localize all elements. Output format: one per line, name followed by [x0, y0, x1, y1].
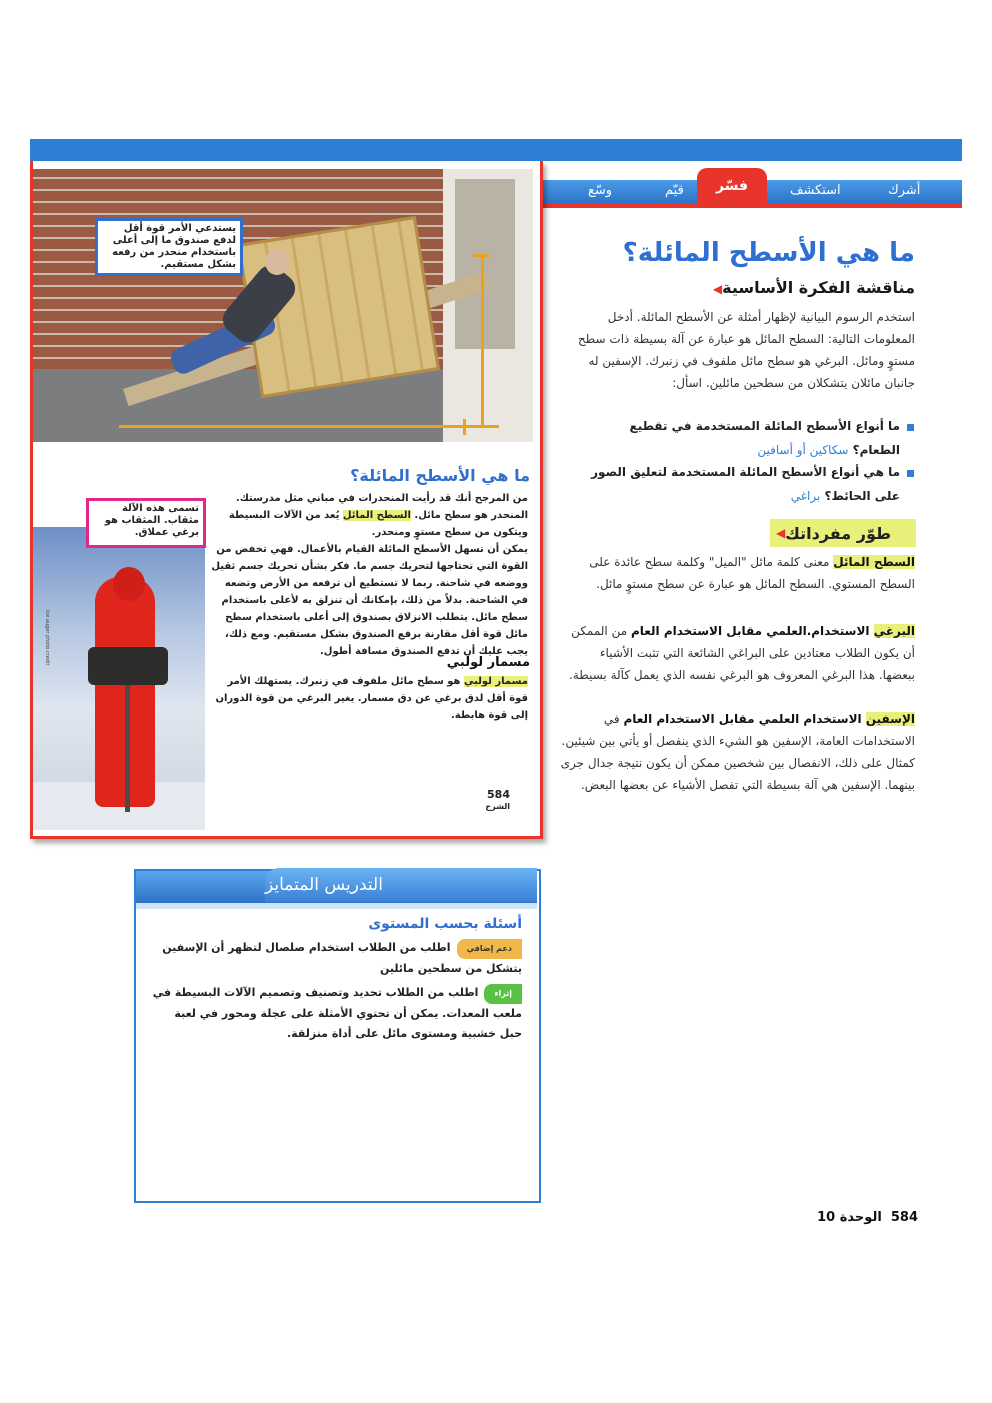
student-subheading-screw: مسمار لولبي: [446, 655, 530, 670]
term-screw: مسمار لولبي: [463, 676, 528, 687]
page-title: ما هي الأسطح المائلة؟: [622, 238, 915, 268]
di-subheading: أسئلة بحسب المستوى: [368, 916, 522, 932]
distance-line: [119, 425, 499, 428]
lesson-tabs-strip: [537, 204, 962, 208]
triangle-icon: ◀: [712, 282, 723, 296]
student-paragraph-2: يمكن أن تسهل الأسطح المائلة القيام بالأعمال. فهي تخفض من القوة التي تحتاجها لتحريك جسم ما. فكر بشأن تحريك جسم ثقيل ووضعه في شاحنة. ربما لا تستطيع أن ترفعه من الأرض وتضعه في الشاحنة. بدلاً من ذلك، بإمكانك أن تنزلق به لأعلى باستخدام سطح مائل. يتطلب الانزلاق بصندوق إلى أعلى باستخدام سطح مائل قوة أقل مقارنة برفع الصندوق بشكل مستقيم. ومع ذلك، يجب عليك أن تدفع الصندوق مسافة أطول.: [211, 544, 528, 657]
student-section-label: الشرح: [485, 802, 510, 811]
footer-page-number: 584: [890, 1210, 918, 1225]
vocab-entry-screw: البرغي الاستخدام.العلمي مقابل الاستخدام العام من الممكن أن يكون الطلاب معتادين على البراغي الشائعة التي تثبت الأشياء ببعضها. هذا البرغي المعروف هو البرغي نفسه الذي يعمل كآلة بسيطة.: [569, 624, 915, 682]
bullet-icon: [907, 470, 914, 477]
distance-tick: [463, 419, 466, 435]
tab-evaluate[interactable]: قيّم: [665, 183, 684, 198]
truck-door: [455, 179, 515, 349]
ramp-caption: يستدعي الأمر قوة أقل لدفع صندوق ما إلى أعلى باستخدام منحدر من رفعه بشكل مستقيم.: [95, 218, 243, 276]
tab-explore[interactable]: استكشف: [790, 183, 841, 198]
auger-shaft: [125, 682, 130, 812]
di-header-strip: [136, 903, 537, 909]
tab-extend[interactable]: وسّع: [588, 183, 613, 198]
triangle-icon: ◀: [776, 526, 786, 540]
photo-credit: Ice auger photo credit: [44, 610, 50, 666]
tab-engage[interactable]: أشرك: [888, 183, 921, 198]
di-title: التدريس المتمايز: [265, 868, 537, 902]
page-footer: [800, 1210, 918, 1225]
term-inclined-plane: السطح المائل: [342, 510, 411, 521]
vocab-entry-inclined-plane: السطح المائل معنى كلمة مائل "الميل" وكلمة سطح عائدة على السطح المستوي. السطح المائل هو عبارة عن سطح مستوٍ مائل.: [589, 555, 915, 591]
answer-1: سكاكين أو أسافين: [757, 443, 849, 457]
di-item-enrichment: إثراءاطلب من الطلاب تحديد وتصنيف وتصميم الآلات البسيطة في ملعب المعدات. يمكن أن تحتوي الأمثلة على عجلة ومحور في لعبة حبل خشبية ومستوى مائل على أداة منزلقة.: [152, 986, 522, 1040]
student-paragraph-1: من المرجح أنك قد رأيت المنحدرات في مباني مثل مدرستك. المنحدر هو سطح مائل. السطح المائل يُعد من الآلات البسيطة ويتكون من سطح مستوٍ ومنحدر.: [228, 493, 528, 538]
ice-auger-photo: [33, 527, 205, 830]
top-blue-band: [30, 139, 962, 161]
height-line: [481, 254, 484, 427]
vocab-heading: طوّر مفرداتك ◀: [770, 519, 916, 547]
footer-unit: الوحدة 10: [817, 1210, 882, 1225]
answer-2: براغي: [790, 489, 821, 503]
intro-paragraph: استخدم الرسوم البيانية لإظهار أمثلة عن الأسطح المائلة. أدخل المعلومات التالية: السطح المائل هو عبارة عن آلة بسيطة ذات سطح مستوٍ ومائل. البرغي هو سطح مائل ملفوف في زنبرك. الإسفين له جانبان مائلان يتشكلان من سطحين مائلين. اسأل:: [577, 310, 915, 390]
question-1: ما أنواع الأسطح المائلة المستخدمة في تقطيع الطعام؟ سكاكين أو أسافين: [629, 419, 900, 457]
student-paragraph-3: مسمار لولبي هو سطح مائل ملفوف في زنبرك. يستهلك الأمر قوة أقل لدق برغي عن دق مسمار. يغير البرغي من قوة الدوران إلى قوة هابطة.: [215, 676, 528, 721]
badge-enrichment: إثراء: [484, 984, 522, 1004]
tab-explain[interactable]: فسّر: [697, 168, 767, 204]
vocab-entry-wedge: الإسفين الاستخدام العلمي مقابل الاستخدام العام في الاستخدامات العامة، الإسفين هو الشيء الذي ينفصل أو يأتي بين شيئين. كمثال على ذلك، الانفصال بين شخصين ممكن أن يكون نتيجة جدال جرى بينهما. الإسفين هي آلة بسيطة التي تفصل الأشياء عن بعضها البعض.: [560, 712, 915, 792]
section-heading-main-idea: مناقشة الفكرة الأساسية◀: [712, 278, 915, 297]
question-2: ما هي أنواع الأسطح المائلة المستخدمة لتعليق الصور على الحائط؟ براغي: [591, 465, 900, 503]
auger-caption: تسمى هذه الآلة مثقاب. المثقاب هو برغي عملاق.: [86, 498, 206, 548]
student-page-number: 584: [487, 788, 510, 801]
auger-motor: [88, 647, 168, 685]
ramp-photo: [33, 169, 533, 442]
badge-extra-support: دعم إضافي: [457, 939, 522, 959]
bullet-icon: [907, 424, 914, 431]
truck: [443, 169, 533, 442]
di-item-extra-support: دعم إضافياطلب من الطلاب استخدام صلصال لتظهر أن الإسفين يتشكل من سطحين مائلين: [162, 941, 522, 975]
student-page-title: ما هي الأسطح المائلة؟: [350, 466, 530, 485]
worker-head: [265, 249, 289, 275]
height-tick: [473, 254, 489, 257]
red-hood: [113, 567, 145, 601]
